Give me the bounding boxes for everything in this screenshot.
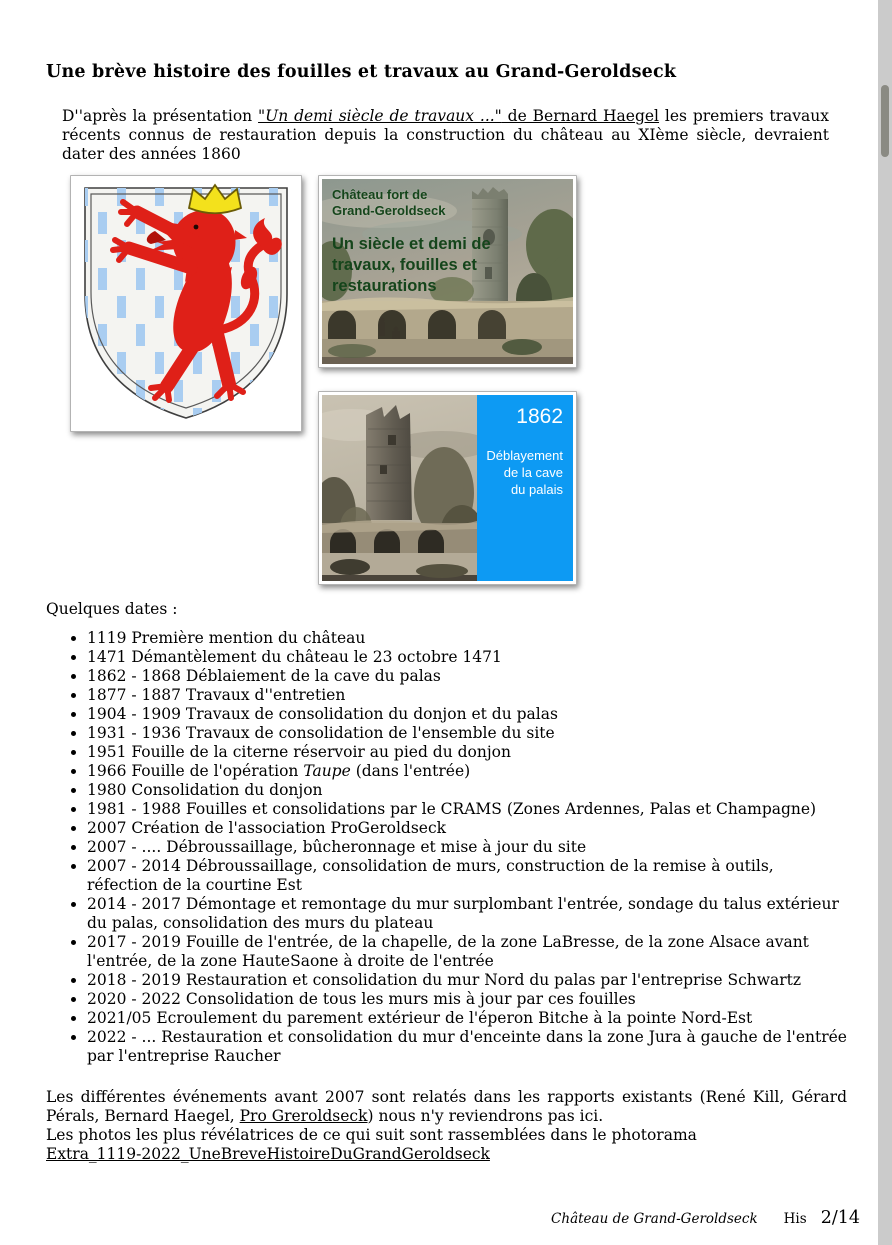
date-item: • 1931 - 1936 Travaux de consolidation de l'ensemble du site xyxy=(87,724,847,743)
footer-doc-title: Château de Grand-Geroldseck xyxy=(551,1211,758,1227)
slide-year-label: 1862 xyxy=(516,405,563,428)
date-item: • 2007 Création de l'association ProGeroldseck xyxy=(87,819,847,838)
outro-photorama-text: Les photos les plus révélatrices de ce qui suit sont rassemblées dans le photorama xyxy=(46,1126,697,1144)
date-item: • 2007 - 2014 Débroussaillage, consolidation de murs, construction de la remise à outils, réfection de la courtine Est xyxy=(87,857,847,895)
date-item: • 1981 - 1988 Fouilles et consolidations par le CRAMS (Zones Ardennes, Palas et Champagne) xyxy=(87,800,847,819)
arcade-ruins xyxy=(322,297,573,343)
date-item: • 1951 Fouille de la citerne réservoir au pied du donjon xyxy=(87,743,847,762)
outro-section xyxy=(46,1088,847,1164)
blason-image xyxy=(70,175,302,432)
date-item: • 2020 - 2022 Consolidation de tous les murs mis à jour par ces fouilles xyxy=(87,990,847,1009)
date-item: • 2014 - 2017 Démontage et remontage du mur surplombant l'entrée, sondage du talus extérieur du palas, consolidation des murs du plateau xyxy=(87,895,847,933)
cover-title-subtitle: Un siècle et demi de travaux, fouilles et restaurations xyxy=(332,235,491,295)
page-footer xyxy=(0,1208,860,1230)
ruined-tower xyxy=(366,405,412,520)
date-item: • 2007 - .... Débroussaillage, bûcheronnage et mise à jour du site xyxy=(87,838,847,857)
dates-section xyxy=(46,629,847,1066)
intro-paragraph xyxy=(62,107,829,164)
date-item: • 2021/05 Ecroulement du parement extérieur de l'éperon Bitche à la pointe Nord-Est xyxy=(87,1009,847,1028)
lion-shield-graphic xyxy=(75,180,297,427)
outro-paragraph: Les différentes événements avant 2007 sont relatés dans les rapports existants (René Kill, Gérard Pérals, Bernard Haegel, Pro Greroldseck) nous n'y reviendrons pas ici. xyxy=(46,1088,847,1125)
cover-title-image xyxy=(318,175,577,368)
dates-list xyxy=(46,629,847,1066)
date-item: • 2018 - 2019 Restauration et consolidation du mur Nord du palas par l'entreprise Schwartz xyxy=(87,971,847,990)
date-item: • 1966 Fouille de l'opération Taupe (dans l'entrée) xyxy=(87,762,847,781)
scrollbar-track[interactable] xyxy=(878,0,892,1245)
page-title: Une brève histoire des fouilles et travaux au Grand-Geroldseck xyxy=(46,62,677,82)
date-item: • 2017 - 2019 Fouille de l'entrée, de la chapelle, de la zone LaBresse, de la zone Alsace avant l'entrée, de la zone HauteSaone à droite de l'entrée xyxy=(87,933,847,971)
footer-section-label: His xyxy=(783,1211,807,1227)
date-item: • 1471 Démantèlement du château le 23 octobre 1471 xyxy=(87,648,847,667)
date-item: • 1904 - 1909 Travaux de consolidation du donjon et du palas xyxy=(87,705,847,724)
presentation-link-author: de Bernard Haegel xyxy=(501,107,660,125)
footer-page-number: 2/14 xyxy=(820,1208,860,1228)
date-item: • 1862 - 1868 Déblaiement de la cave du palas xyxy=(87,667,847,686)
date-item: • 1119 Première mention du château xyxy=(87,629,847,648)
date-item: • 1877 - 1887 Travaux d''entretien xyxy=(87,686,847,705)
date-item: • 1980 Consolidation du donjon xyxy=(87,781,847,800)
presentation-link[interactable] xyxy=(258,107,659,125)
intro-text-before: D''après la présentation xyxy=(62,107,259,125)
slide-caption: Déblayement de la cave du palais xyxy=(486,448,563,497)
presentation-link-quote: "Un demi siècle de travaux ..." xyxy=(258,107,502,125)
date-item: • 2022 - ... Restauration et consolidation du mur d'enceinte dans la zone Jura à gauche de l'entrée par l'entreprise Raucher xyxy=(87,1028,847,1066)
scrollbar-thumb[interactable] xyxy=(881,85,889,157)
pro-geroldseck-link[interactable]: Pro Greroldseck xyxy=(239,1107,368,1125)
cover-title-heading: Château fort de Grand-Geroldseck xyxy=(332,187,446,218)
intro-text-after: les premiers travaux récents connus de restauration depuis la construction du château au XIème siècle, devraient dater des années 1860 xyxy=(62,107,830,163)
slide-1862-image xyxy=(318,391,577,585)
dates-heading: Quelques dates : xyxy=(46,600,178,618)
photorama-link[interactable]: Extra_1119-2022_UneBreveHistoireDuGrandGeroldseck xyxy=(46,1145,490,1163)
